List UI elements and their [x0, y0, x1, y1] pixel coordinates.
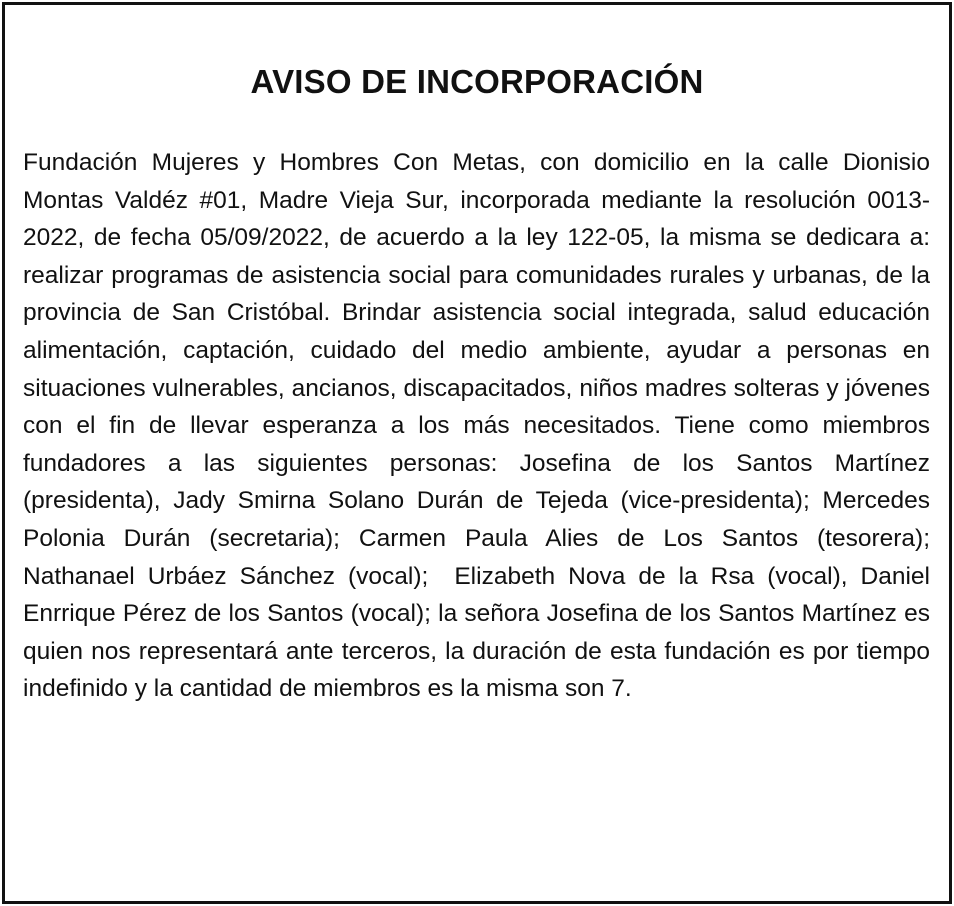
- notice-frame: [2, 2, 952, 904]
- notice-title: AVISO DE INCORPORACIÓN: [250, 63, 704, 100]
- notice-body-text: Fundación Mujeres y Hombres Con Metas, con domicilio en la calle Dionisio Montas Valdéz #01, Madre Vieja Sur, incorporada mediante la resolución 0013-2022, de fecha 05/09/2022, de acuerdo a la ley 122-05, la misma se dedicara a: realizar programas de asistencia social para comunidades rurales y urbanas, de la provincia de San Cristóbal. Brindar asistencia social integrada, salud educación alimentación, captación, cuidado del medio ambiente, ayudar a personas en situaciones vulnerables, ancianos, discapacitados, niños madres solteras y jóvenes con el fin de llevar esperanza a los más necesitados. Tiene como miembros fundadores a las siguientes personas: Josefina de los Santos Martínez (presidenta), Jady Smirna Solano Durán de Tejeda (vice-presidenta); Mercedes Polonia Durán (secretaria); Carmen Paula Alies de Los Santos (tesorera); Nathanael Urbáez Sánchez (vocal); Elizabeth Nova de la Rsa (vocal), Daniel Enrrique Pérez de los Santos (vocal); la señora Josefina de los Santos Martínez es quien nos representará ante terceros, la duración de esta fundación es por tiempo indefinido y la cantidad de miembros es la misma son 7.: [23, 149, 944, 703]
